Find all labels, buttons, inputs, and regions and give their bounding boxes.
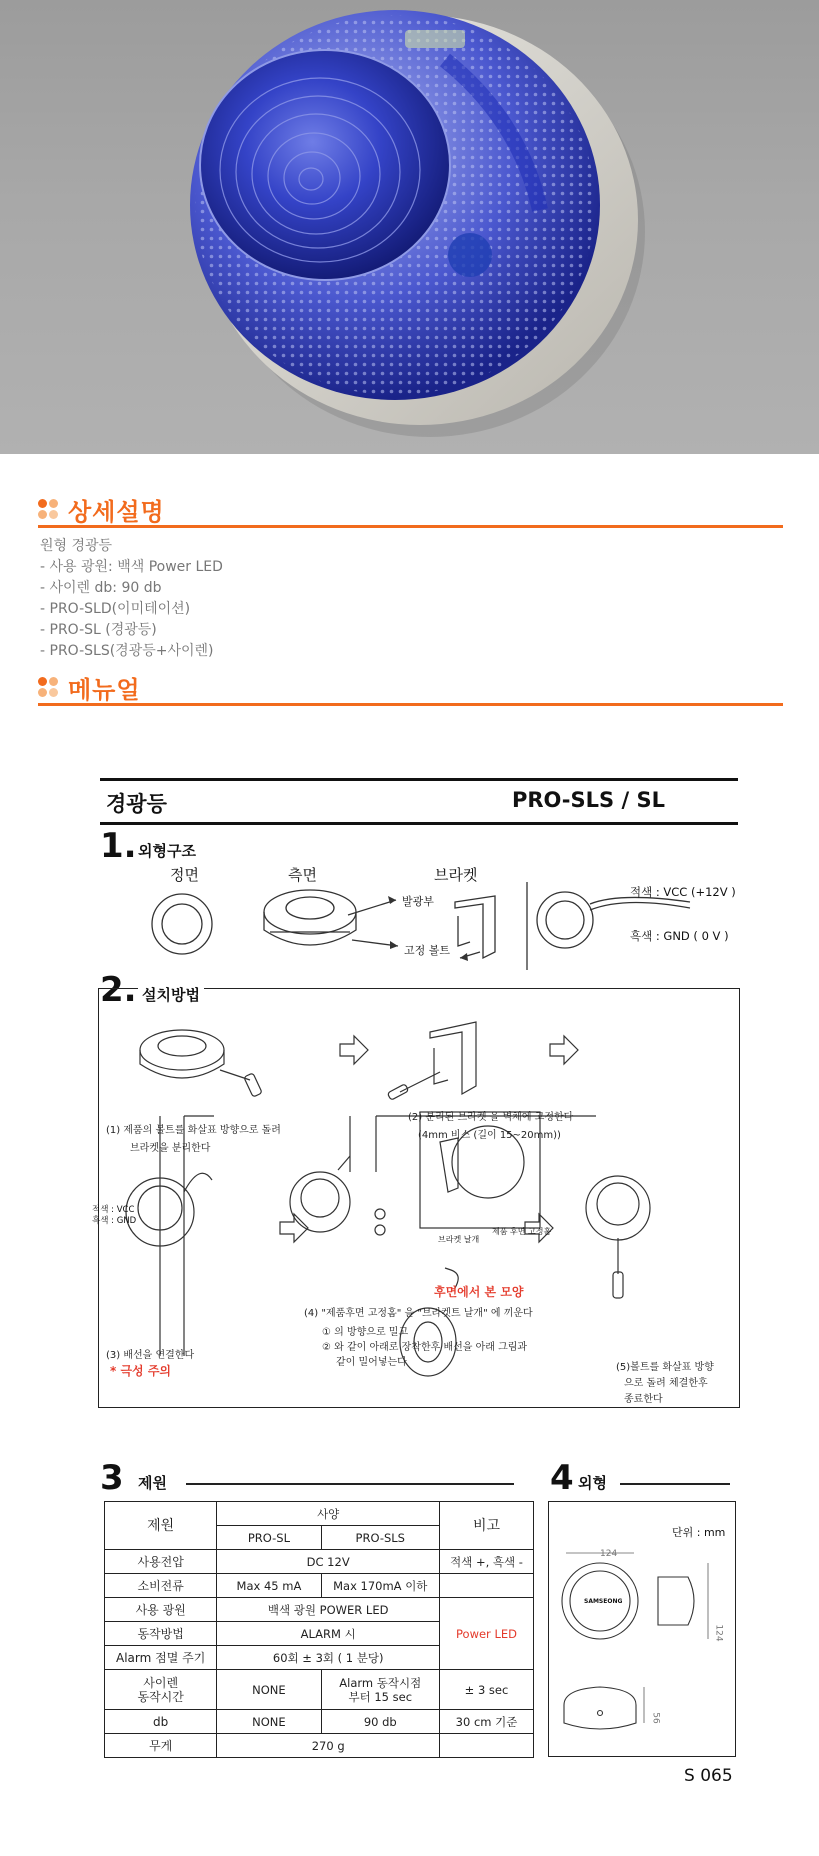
bracket-label: 브라켓 <box>434 866 478 884</box>
row-mode-value: ALARM 시 <box>217 1622 440 1646</box>
row-db-sl: NONE <box>217 1710 321 1734</box>
th-item: 제원 <box>105 1502 217 1550</box>
bracket-hook-label: 브라켓 날개 <box>438 1235 480 1244</box>
desc-line: - PRO-SLS(경광등+사이렌) <box>40 643 214 659</box>
row-db-note: 30 cm 기준 <box>440 1710 534 1734</box>
row-current-sls: Max 170mA 이하 <box>321 1574 439 1598</box>
step4-line1: (4) "제품후면 고정홈" 을 "브라켓트 날개" 에 끼운다 <box>304 1308 533 1319</box>
step1-line2: 브라켓을 분리한다 <box>130 1143 211 1154</box>
row-current-note <box>440 1574 534 1598</box>
row-weight-label: 무게 <box>105 1734 217 1758</box>
row-mode-label: 동작방법 <box>105 1622 217 1646</box>
row-blink-label: Alarm 점멸 주기 <box>105 1646 217 1670</box>
section4-rule <box>620 1483 730 1485</box>
top-rule <box>100 778 738 781</box>
page-code: S 065 <box>684 1766 733 1786</box>
gnd-label: 흑색 : GND ( 0 V ) <box>630 929 729 943</box>
row-light-label: 사용 광원 <box>105 1598 217 1622</box>
desc-line: - PRO-SL (경광등) <box>40 622 157 638</box>
manual-section-header <box>38 666 783 706</box>
row-weight-note <box>440 1734 534 1758</box>
row-siren-note: ± 3 sec <box>440 1670 534 1710</box>
step4-line4: 같이 밀어넣는다 <box>336 1357 407 1368</box>
model-name: PRO-SLS / SL <box>512 788 665 812</box>
detail-description <box>40 536 223 662</box>
dim-depth: 56 <box>650 1712 661 1724</box>
title-rule <box>100 822 738 825</box>
section3-title: 제원 <box>138 1474 167 1492</box>
section2-title: 설치방법 <box>138 984 204 1005</box>
detail-section-title: 상세설명 <box>68 498 165 526</box>
brand-label: SAMSEONG <box>584 1598 623 1605</box>
beacon-light-photo <box>0 0 819 454</box>
manual-section-title: 메뉴얼 <box>68 676 141 704</box>
row-siren-sl: NONE <box>217 1670 321 1710</box>
step2-line1: (2) 분리된 브라켓 을 벽체에 고정한다 <box>408 1112 574 1123</box>
wire-gnd-label: 흑색 : GND <box>92 1216 137 1226</box>
bullet-dots-icon <box>38 499 60 521</box>
product-photo <box>0 0 819 454</box>
step5-line1: (5)볼트를 화살표 방향 <box>616 1362 714 1373</box>
row-voltage-label: 사용전압 <box>105 1550 217 1574</box>
spec-table <box>104 1501 534 1758</box>
row-weight-value: 270 g <box>217 1734 440 1758</box>
row-voltage-note: 적색 +, 흑색 - <box>440 1550 534 1574</box>
desc-line: - 사용 광원: 백색 Power LED <box>40 559 223 575</box>
section4-title: 외형 <box>578 1474 607 1492</box>
th-spec: 사양 <box>217 1502 440 1526</box>
section3-rule <box>186 1483 514 1485</box>
siren-sls-line2: 부터 15 sec <box>348 1689 413 1704</box>
back-hook-label: 제품 후면 고정홈 <box>492 1227 552 1236</box>
section2-number: 2. <box>100 970 137 1010</box>
step4-line3: ② 와 같이 아래로 장착한후 배선을 아래 그림과 <box>322 1342 528 1353</box>
manual-sheet <box>92 778 740 1856</box>
row-power-led-note: Power LED <box>440 1598 534 1670</box>
row-light-value: 백색 광원 POWER LED <box>217 1598 440 1622</box>
front-label: 정면 <box>170 866 199 884</box>
unit-label: 단위 : mm <box>672 1526 726 1539</box>
section4-number: 4 <box>550 1458 574 1498</box>
th-note: 비고 <box>440 1502 534 1550</box>
row-siren-label <box>105 1670 217 1710</box>
th-sl: PRO-SL <box>217 1526 321 1550</box>
dimension-drawing <box>548 1501 736 1757</box>
vcc-label: 적색 : VCC (+12V ) <box>630 885 736 899</box>
step5-line2: 으로 돌려 체결한후 <box>624 1378 708 1389</box>
section3-number: 3 <box>100 1458 124 1498</box>
step3-label: (3) 배선을 연결한다 <box>106 1350 195 1361</box>
side-label: 측면 <box>288 866 317 884</box>
rear-view-label: 후면에서 본 모양 <box>434 1285 524 1299</box>
step2-line2: (4mm 비스 (길이 15~20mm)) <box>418 1130 561 1141</box>
bullet-dots-icon <box>38 677 60 699</box>
row-db-sls: 90 db <box>321 1710 439 1734</box>
detail-section-header <box>38 488 783 528</box>
row-blink-value: 60회 ± 3회 ( 1 분당) <box>217 1646 440 1670</box>
section1-title: 외형구조 <box>138 842 196 860</box>
dim-width: 124 <box>600 1549 618 1559</box>
desc-line: - PRO-SLD(이미테이션) <box>40 601 191 617</box>
dim-height: 124 <box>713 1624 724 1642</box>
wire-vcc-label: 적색 : VCC <box>92 1205 135 1215</box>
section1-number: 1. <box>100 826 137 866</box>
row-voltage-value: DC 12V <box>217 1550 440 1574</box>
light-part-label: 발광부 <box>402 895 434 908</box>
bolt-label: 고정 볼트 <box>404 944 451 957</box>
step4-line2: ① 의 방향으로 밀고 <box>322 1327 409 1338</box>
step5-line3: 종료한다 <box>624 1394 663 1405</box>
polarity-warning: * 극성 주의 <box>110 1364 171 1378</box>
row-siren-sls <box>321 1670 439 1710</box>
siren-sls-line1: Alarm 동작시점 <box>339 1675 422 1690</box>
row-db-label: db <box>105 1710 217 1734</box>
siren-label-line2: 동작시간 <box>137 1689 184 1704</box>
step1-line1: (1) 제품의 볼트를 화살표 방향으로 돌려 <box>106 1125 281 1136</box>
product-name: 경광등 <box>106 792 167 816</box>
siren-label-line1: 사이렌 <box>143 1675 179 1690</box>
row-current-label: 소비전류 <box>105 1574 217 1598</box>
row-current-sl: Max 45 mA <box>217 1574 321 1598</box>
desc-line: - 사이렌 db: 90 db <box>40 580 162 596</box>
desc-line: 원형 경광등 <box>40 538 113 554</box>
th-sls: PRO-SLS <box>321 1526 439 1550</box>
